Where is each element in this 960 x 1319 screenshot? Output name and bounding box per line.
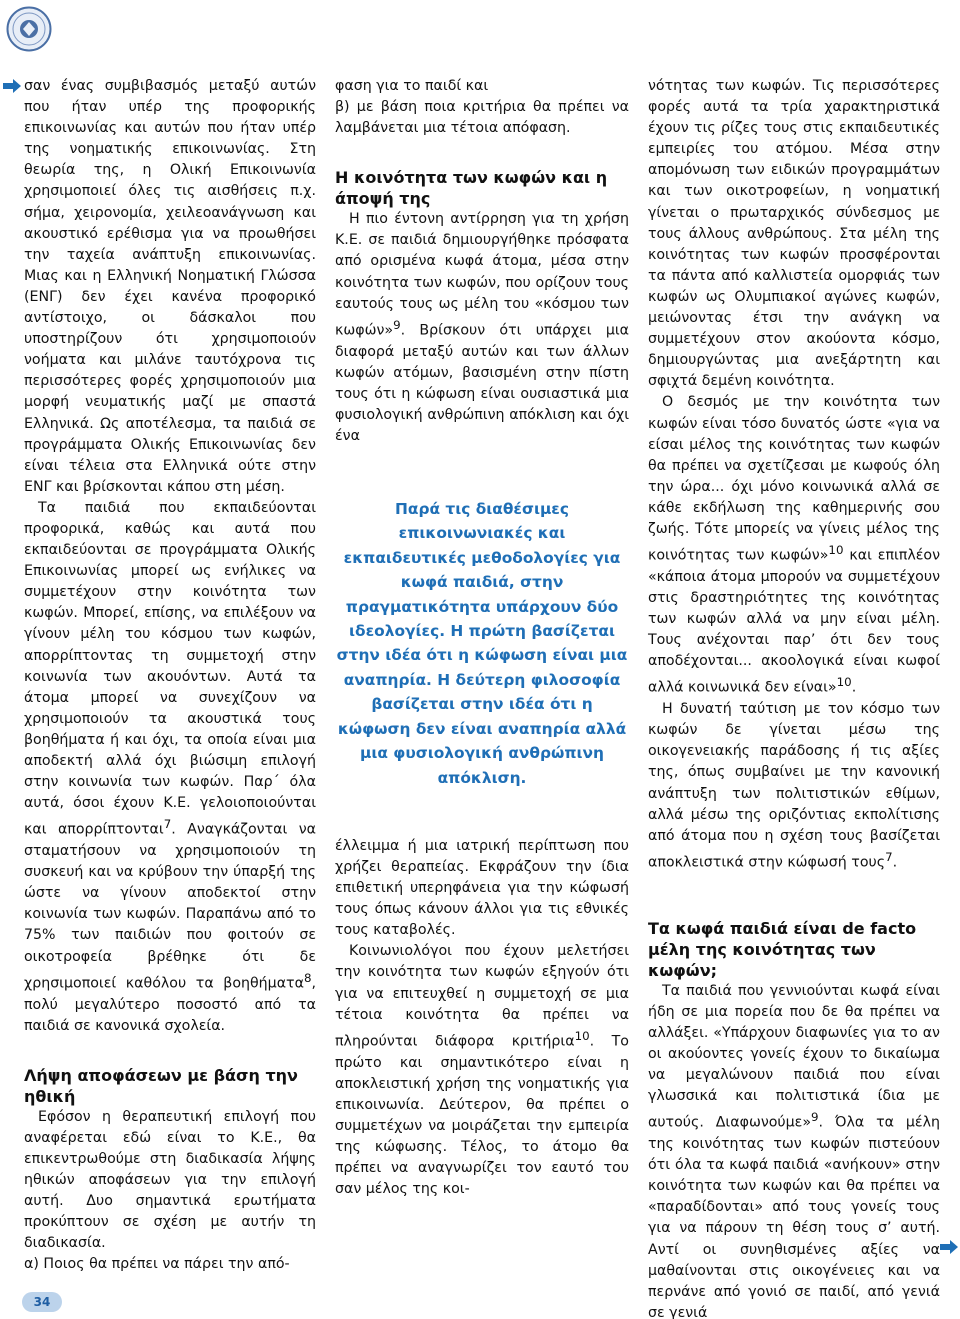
col3-paragraph-2: Ο δεσμός με την κοινότητα των κωφών είναι τόσο δυνατός ώστε «για να είσαι μέλος της κοινότητας των κωφών θα πρέπει να σχετίζεσαι με κωφούς όλη την ώρα... όχι μόνο κοινωνικά αλλά σε κάθε εκδήλωση της καθημερινής σου ζωής. Τότε μπορείς να γίνεις μέλος της κοινότητας των κωφών»$^{10}$ και επιπλέον «κάποια άτομα μπορούν να συμμετέχουν στις δραστηριότητες της κοινότητας των κωφών αλλά να μην είναι μέλη. Τους ανέχονται παρ’ ότι δεν τους αποδέχονται... ακοολογικά είναι κωφοί αλλά κοινωνικά δεν είναι»$^{10}$.: [648, 394, 940, 697]
col2-paragraph-2: β) με βάση ποια κριτήρια θα πρέπει να λαμβάνεται μια τέτοια απόφαση.: [335, 99, 629, 137]
column-1: [24, 76, 316, 1275]
col1-paragraph-3: Εφόσον η θεραπευτική επιλογή που αναφέρεται εδώ είναι το Κ.Ε., θα επικεντρωθούμε στη διαδικασία λήψης ηθικών αποφάσεων για την επιλογή αυτή. Δυο σημαντικά ερωτήματα προκύπτουν σε σχέση με αυτήν τη διαδικασία.: [24, 1108, 316, 1252]
column-3: [648, 76, 940, 1319]
col3-paragraph-3: Η δυνατή ταύτιση με τον κόσμο των κωφών δε γίνεται μέσω της οικογενειακής παράδοσης ή τις αξίες της, όπως συμβαίνει με την κανονική ανάπτυξη των πολιτιστικών εθίμων, αλλά μέσω της οριζόντιας εκπολίτισης από άτομα που η σχέση τους βασίζεται αποκλειστικά στην κώφωσή τους$^7$.: [648, 701, 940, 871]
col2-paragraph-5: Κοινωνιολόγοι που έχουν μελετήσει την κοινότητα των κωφών εξηγούν ότι για να επιτευχθεί η συμμετοχή σε μια τέτοια κοινότητα θα πρέπει να πληρούνται διάφορα κριτήρια$^{10}$. Το πρώτο και σημαντικότερο είναι η αποκλειστική χρήση της νοηματικής για επικοινωνία. Δεύτερον, θα πρέπει ο συμμετέχων να μοιράζεται την εμπειρία της κώφωσης. Τέλος, το άτομο θα πρέπει να αναγνωρίζει τον εαυτό του σαν μέλος της κοι-: [335, 943, 629, 1198]
col1-paragraph-2: Τα παιδιά που εκπαιδεύονται προφορικά, καθώς και αυτά που εκπαιδεύονται σε προγράμματα Ολικής Επικοινωνίας μπορεί ως ενήλικες να συμμετέχουν στην κοινότητα των κωφών. Μπορεί, επίσης, να επιλέξουν να γίνουν μέλη του κόσμου των κωφών, απορρίπτοντας τη συμμετοχή στην κοινωνία των ακουόντων. Αυτά τα άτομα μπορεί να συνεχίζουν να χρησιμοποιούν τα ακουστικά τους βοηθήματα ή και όχι, τα οποία είναι μια αποδεκτή αλλά όχι βιώσιμη επιλογή στην κοινωνία των κωφών. Παρ΄ όλα αυτά, όσοι έχουν Κ.Ε. γελοιοποιούνται και απορρίπτονται$^7$. Αναγκάζονται να σταματήσουν να χρησιμοποιούν τη συσκευή και να κρύβουν την ύπαρξή της ώστε να γίνουν αποδεκτοί στην κοινωνία των κωφών. Παραπάνω από το 75% των παιδιών που φοιτούν σε οικοτροφεία βρέθηκε ότι δε χρησιμοποιεί καθόλου τα βοηθήματα$^8$, πολύ μεγαλύτερο ποσοστό από τα παιδιά σε κανονικά σχολεία.: [24, 499, 316, 1034]
col3-paragraph-4: Τα παιδιά που γεννιούνται κωφά είναι ήδη σε μια πορεία που δε θα πρέπει να αλλάξει. «Υπάρχουν διαφωνίες για το αν οι ακούοντες γονείς έχουν το δικαίωμα να μεγαλώνουν παιδιά που είναι γλωσσικά και πολιτιστικά ίδια με αυτούς. Διαφωνούμε»$^9$. Όλα τα μέλη της κοινότητας των κωφών πιστεύουν ότι όλα τα κωφά παιδιά «ανήκουν» στην κοινότητα των κωφών και θα πρέπει να «παραδίδονται» από τους γονείς τους για να πάρουν τη θέση τους σ’ αυτή. Αντί οι συνηθισμένες αξίες να μαθαίνονται στις οικογένειες και να περνάνε από γονιό σε παιδί, από γενιά σε γενιά: [648, 982, 940, 1319]
col2-paragraph-4: έλλειμμα ή μια ιατρική περίπτωση που χρήζει θεραπείας. Εκφράζουν την ίδια επιθετική υπερηφάνεια για την κώφωσή τους όπως κάνουν άλλοι για τις εθνικές τους καταβολές.: [335, 837, 629, 939]
col2-paragraph-3: Η πιο έντονη αντίρρηση για τη χρήση Κ.Ε. σε παιδιά δημιουργήθηκε πρόσφατα από ορισμένα κωφά άτομα, μέσα στην κοινότητα των κωφών, που ορίζουν τους εαυτούς τους ως μέλη του «κόσμου των κωφών»$^9$. Βρίσκουν ότι υπάρχει μια διαφορά μεταξύ αυτών και των άλλων κωφών ατόμων, βασισμένη στην πίστη τους ότι η κώφωση είναι ουσιαστικά μια φυσιολογική ανθρώπινη απόκλιση και όχι ένα: [335, 211, 629, 444]
col1-paragraph-4: α) Ποιος θα πρέπει να πάρει την από-: [24, 1256, 290, 1273]
continue-arrow-icon: [3, 79, 21, 93]
continue-arrow-icon: [940, 1240, 958, 1254]
col1-paragraph-1: σαν ένας συμβιβασμός μεταξύ αυτών που ήταν υπέρ της προφορικής επικοινωνίας και αυτών που ήταν υπέρ της νοηματικής επικοινωνίας. Στη θεωρία της, η Ολική Επικοινωνία χρησιμοποιεί όλες τις αισθήσεις π.χ. σήμα, χειρονομία, χειλεοανάγνωση και ακουστικό ερέθισμα για να προωθήσει την ταχεία ανάπτυξη επικοινωνίας. Μιας και η Ελληνική Νοηματική Γλώσσα (ΕΝΓ) δεν έχει κανένα προφορικό αντίστοιχο, οι δάσκαλοι που υποστηρίζουν ότι χρησιμοποιούν νοήματα και μιλάνε ταυτόχρονα τις περισσότερες φορές χρησιμοποιούν μια μορφή νευματικής μαζί με σπαστά Ελληνικά. Ως αποτέλεσμα, τα παιδιά σε προγράμματα Ολικής Επικοινωνίας δεν είναι τέλεια στα Ελληνικά ούτε στην ΕΝΓ και βρίσκονται κάπου στη μέση.: [24, 78, 316, 495]
col3-section-heading: Τα κωφά παιδιά είναι de facto μέλη της κοινότητας των κωφών;: [648, 918, 917, 980]
col1-section-heading: Λήψη αποφάσεων με βάση την ηθική: [24, 1065, 298, 1106]
col2-paragraph-1: φαση για το παιδί και: [335, 78, 489, 94]
column-2: [335, 76, 629, 1200]
page-number-badge: 34: [22, 1292, 62, 1312]
col3-paragraph-1: νότητας των κωφών. Τις περισσότερες φορές αυτά τα τρία χαρακτηριστικά έχουν τις ρίζες τους στις εκπαιδευτικές εμπειρίες του ατόμου. Μέσα στην απομόνωση των ειδικών προγραμμάτων και των οικοτροφείων, η νοηματική γίνεται ο πρωταρχικός σύνδεσμος με τους άλλους ανθρώπους. Στα μέλη της κοινότητας των κωφών προσφέρονται τα πάντα από καλλιστεία ομορφιάς των κωφών ως Ολυμπιακοί αγώνες κωφών, μειώνοντας έτσι την ανάγκη να συμμετέχουν στον ακούοντα κόσμο, δημιουργώντας μια ανεξάρτητη και σφιχτά δεμένη κοινότητα.: [648, 78, 940, 390]
col2-section-heading: Η κοινότητα των κωφών και η άποψή της: [335, 168, 608, 209]
publisher-logo: [6, 6, 52, 52]
pull-quote: Παρά τις διαθέσιμες επικοινωνιακές και εκπαιδευτικές μεθοδολογίες για κωφά παιδιά, στην πραγματικότητα υπάρχουν δύο ιδεολογίες. Η πρώτη βασίζεται στην ιδέα ότι η κώφωση είναι μια αναπηρία. Η δεύτερη φιλοσοφία βασίζεται στην ιδέα ότι η κώφωση δεν είναι αναπηρία αλλά μια φυσιολογική ανθρώπινη απόκλιση.: [336, 500, 628, 787]
